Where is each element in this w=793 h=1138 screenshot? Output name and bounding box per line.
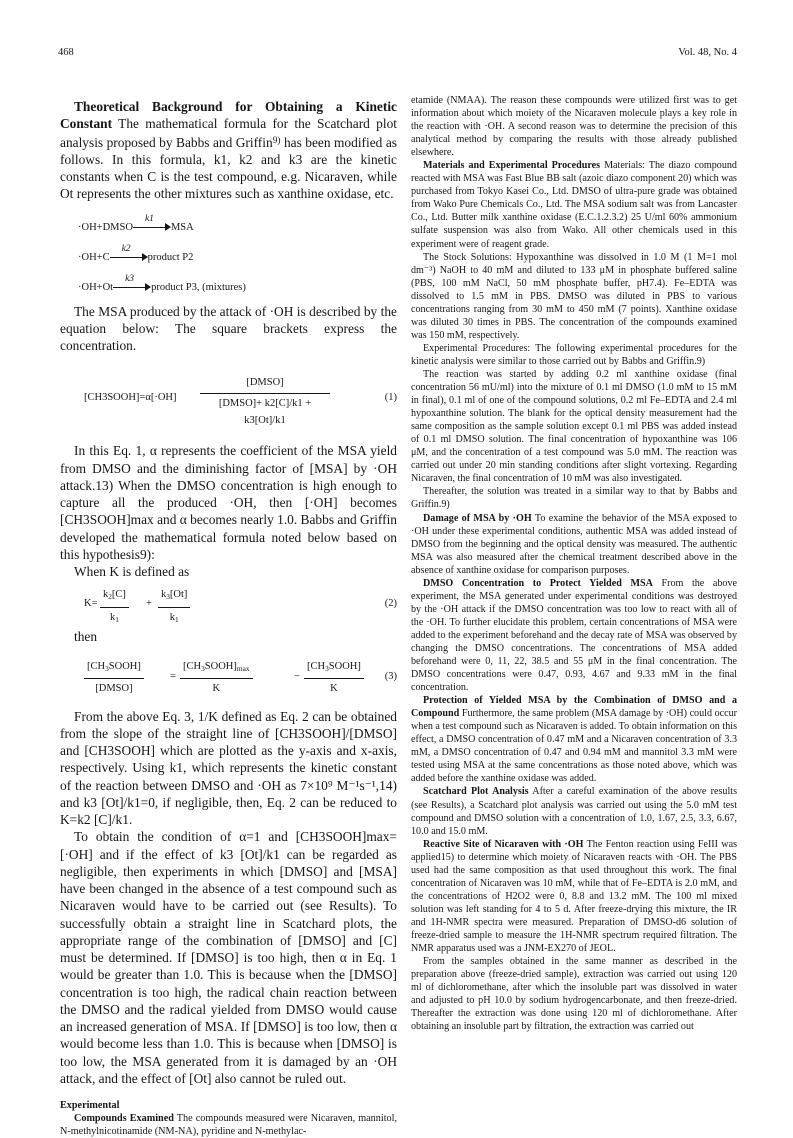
compounds-paragraph (60, 1112, 397, 1138)
experimental-heading: Experimental (60, 1100, 120, 1112)
reaction-3 (78, 274, 397, 299)
when-k-text: When K is defined as (74, 564, 190, 580)
equation-3-term-1: $[CH_3SOOH]_{max}$ K (180, 658, 253, 697)
reaction-3-reactants: ·OH+Ot (78, 281, 114, 293)
materials-paragraph (411, 159, 737, 250)
condition-paragraph: To obtain the condition of α=1 and [CH3SOOH]max=[·OH] and if the effect of k3 [Ot]/k1 can be regarded as negligible, then experiments in which [DMSO] and [MSA] have been changed in the absence of a test compound such as Nicaraven would have to be carried out (see Results). To successfully obtain a straight line in Scatchard plots, the appropriate range of the combination of [DMSO] and [C] must be determined. If [DMSO] is too high, then α in Eq. 1 would be greater than 1.0. This is because when the [DMSO] concentration is too high, the radical chain reaction between the DMSO and the radical yielded from DMSO would cause an increased generation of MSA. If [DMSO] is too low, then α would become less than 1.0. This is because when [DMSO] is too low, the MSA generated from it is damaged by an ·OH attack, and the effect of [Ot] also cannot be ruled out. (60, 829, 397, 1086)
equation-1 (60, 372, 397, 426)
dmso-text: From the above experiment, the MSA generated under experimental conditions was destroyed by the ·OH attack if the DMSO concentration was too low to react with all of the ·OH. To further elucidate this problem, certain concentrations of MSA were added to the experiment beforehand and the decay rate of MSA was observed by changing the DMSO concentrations. The concentrations of MSA added beforehand were 0, 11, 22, 38.5 and 55 μM in the final concentration. The DMSO concentrations were 0.47, 0.93, 4.67 and 9.33 mM in the final concentration. (411, 577, 737, 694)
then-text: then (74, 629, 98, 645)
procedures-paragraph: Experimental Procedures: The following experimental procedures for the kinetic analysis were similar to those carried out by Babbs and Griffin.9) (411, 342, 737, 367)
reaction-2 (78, 244, 397, 269)
equation-1-numerator: [DMSO] (200, 374, 330, 393)
dmso-paragraph (411, 577, 737, 694)
thereafter-paragraph: Thereafter, the solution was treated in a similar way to that by Babbs and Griffin.9) (411, 486, 737, 511)
stock-paragraph: The Stock Solutions: Hypoxanthine was dissolved in 1.0 M (1 M=1 mol dm⁻³) NaOH to 40 mM and diluted to 133 μM in phosphate buffered saline (PBS, 100 mM NaCl, 50 mM phosphate buffer, pH7.4). Fe–EDTA was dissolved to 1.5 mM in PBS. DMSO was diluted in PBS to various concentrations ranging from 30 mM to 450 mM (7 points). Xanthine oxidase was diluted 30 times in PBS. The concentration of the compounds examined was 150 mM, respectively. (411, 251, 737, 341)
rate-constant-k2: k2 (121, 244, 131, 255)
samples-paragraph: From the samples obtained in the same manner as described in the preparation above (freeze-dried sample), extraction was carried out using 120 ml of dichloromethane, after which the insoluble part was dissolved in water and adjusted to pH 10.0 by sodium hydrogencarbonate, and then freeze-dried. Thereafter the extraction was done using 120 ml of dichloromethane. After obtaining an insoluble part by filtration, the extraction was carried out (411, 956, 737, 1033)
equation-1-fraction (200, 374, 330, 429)
compounds-text: The compounds measured were Nicaraven, mannitol, N-methylnicotinamide (NM-NA), pyridine and N-methylac- (60, 1113, 397, 1138)
reaction-1 (78, 214, 397, 239)
arrow-icon (110, 244, 148, 262)
scatchard-paragraph (411, 785, 737, 837)
reaction-1-product: MSA (170, 221, 194, 233)
equation-1-denominator: [DMSO]+ k2[C]/k1 + k3[Ot]/k1 (218, 397, 312, 426)
msa-paragraph: The MSA produced by the attack of ·OH is described by the equation below: The square brackets express the concentration. (60, 303, 397, 354)
left-column (60, 98, 397, 1138)
damage-paragraph (411, 512, 737, 577)
compounds-title: Compounds Examined (74, 1113, 174, 1125)
equation-2: K= $\frac{k_2[C]}{k_1}$ + $\frac{k_3[Ot]}{k_1}$ (2) (60, 586, 397, 622)
rate-constant-k3: k3 (125, 274, 135, 285)
equation-3-lhs: $[CH_3SOOH]$ [DMSO] (84, 658, 144, 697)
equation-1-number: (1) (384, 392, 397, 404)
page-header (58, 47, 737, 65)
theory-text: The mathematical formula for the Scatchard plot analysis proposed by Babbs and Griffin (60, 116, 397, 150)
right-column (411, 94, 737, 1033)
equation-3: $[CH_3SOOH]$ [DMSO] = $[CH_3SOOH]_{max}$ K − $[CH_3SOOH]$ K (3) (60, 658, 397, 698)
damage-text: To examine the behavior of the MSA exposed to ·OH under these experimental conditions, authentic MSA was added instead of DMSO from the beginning and the optical density was measured. The authentic MSA was also measured after the chemical treatment described above in the absence of xanthine oxidase for comparison purposes. (411, 512, 737, 576)
protection-title: Protection of Yielded MSA by the Combination of DMSO and a Compound (411, 695, 737, 720)
ref-9: 9) (272, 135, 281, 146)
equation-2-term-2: $\frac{k_3[Ot]}{k_1}$ (158, 586, 190, 627)
equation-2-term-1: $\frac{k_2[C]}{k_1}$ (100, 586, 129, 627)
theory-text-cont: has been modified as follows. In this formula, k1, k2 and k3 are the kinetic constants when C is the test compound, e.g. Nicaraven, while Ot represents the other mixtures such as xanthine oxidase, etc. (60, 134, 397, 202)
protection-text: Furthermore, the same problem (MSA damage by ·OH) could occur when a test compound such as Nicaraven is added. To obtain information on this effect, a DMSO concentration of 0.47 mM and a Nicaraven concentration of 3.3 mM, a DMSO concentration of 0.47 and 0.94 mM and mannitol 3.3 mM were tested using MSA at the same concentrations as those noted above, which was added before the xanthine oxidase was added. (411, 708, 737, 785)
reactive-site-text: The Fenton reaction using FeIII was applied15) to determine which moiety of Nicaraven reacts with ·OH. The PBS used had the same composition as that used throughout this work. The final concentration of Nicaraven was 10 mM, while that of Fe–EDTA is 2.0 mM, and the concentrations of H2O2 were 0, 8.8 and 13.2 mM. The 100 ml mixed solution was left standing for 4 to 5 d. After freeze-drying this mixture, the IR and 1H-NMR spectra were measured. Preparation of DMSO-d6 solution of freeze-dried sample to measure the 1H-NMR spectrum required filtration. The NMR apparatus used was a JNM-EX270 of JEOL. (411, 838, 738, 955)
reactive-site-title: Reactive Site of Nicaraven with ·OH (423, 838, 584, 850)
reaction-paragraph: The reaction was started by adding 0.2 ml xanthine oxidase (final concentration 56 mU/ml) into the mixture of 0.1 ml DMSO (1.0 mM to 15 mM in final), 0.1 ml of one of the compound solutions, 0.2 ml Fe–EDTA and 2.4 ml hypoxanthine solution. The blank for the optical density measurement had the same composition as the sample solution except 0.1 ml PBS was added instead of 0.1 ml DMSO solution. The final concentration of hypoxanthine was 106 μM, and the concentration of a test compound was 5.0 mM. The reaction was carried out under 20 min standing conditions after slight vortexing. Regarding Nicaraven, the final concentration of 10 mM was also investigated. (411, 368, 737, 485)
dmso-title: DMSO Concentration to Protect Yielded MSA (423, 577, 653, 589)
eq1-paragraph: In this Eq. 1, α represents the coefficient of the MSA yield from DMSO and the diminishing factor of [MSA] by ·OH attack.13) When the DMSO concentration is high enough to capture all the produced ·OH, then [·OH] becomes [CH3SOOH]max and α becomes nearly 1.0. Babbs and Griffin developed the mathematical formula noted below based on this hypothesis9): (60, 443, 398, 562)
reaction-3-product: product P3, (mixtures) (151, 281, 246, 293)
scatchard-text: After a careful examination of the above results (see Results), a Scatchard plot analysis was carried out using the 5.0 mM test compound and DMSO solution with a concentration of 1.0, 1.67, 2.5, 3.3, 6.67, 10.0 and 15.0 mM. (411, 786, 738, 837)
theory-paragraph (60, 98, 397, 203)
page-number: 468 (58, 47, 74, 58)
section-title-theory: Theoretical Background for Obtaining a Kinetic Constant (60, 99, 397, 132)
damage-title: Damage of MSA by ·OH (423, 512, 532, 524)
protection-paragraph (411, 694, 737, 785)
equation-3-number: (3) (384, 670, 397, 682)
equation-3-term-2: $[CH_3SOOH]$ K (304, 658, 364, 697)
materials-title: Materials and Experimental Procedures (423, 160, 601, 172)
reactive-site-paragraph (411, 838, 737, 955)
eq3-paragraph: From the above Eq. 3, 1/K defined as Eq. 2 can be obtained from the slope of the straight line of [CH3SOOH]/[DMSO] and [CH3SOOH] which are plotted as the y-axis and x-axis, respectively. Using k1, which represents the kinetic constant of the reaction between DMSO and ·OH as 7×10⁹ M⁻¹s⁻¹,14) and k3 [Ot]/k1=0, if negligible, then, Eq. 2 can be reduced to K=k2 [C]/k1. (60, 708, 397, 828)
rate-constant-k1: k1 (144, 214, 154, 225)
equation-1-lhs: [CH3SOOH]=α[·OH] (84, 392, 177, 404)
reaction-2-reactants: ·OH+C (78, 251, 110, 263)
equation-2-lhs: K= (84, 598, 98, 610)
scatchard-title: Scatchard Plot Analysis (423, 786, 529, 798)
materials-text: Materials: The diazo compound reacted with MSA was Fast Blue BB salt (azoic diazo component 20) which was purchased from Tokyo Kasei Co., Ltd. DMSO of ultra-pure grade was obtained from Wako Pure Chemicals Co., Ltd. The MSA sodium salt was from Lancaster Co., Ltd. Butter milk xanthine oxidase (E.C.1.2.3.2) 25 U/ml 60% ammonium sulfate suspension was also from Wako. All other chemicals used in this experiment were of reagent grade. (411, 160, 737, 250)
arrow-icon (113, 274, 151, 292)
reaction-2-product: product P2 (147, 251, 194, 263)
volume-label: Vol. 48, No. 4 (678, 47, 737, 58)
equation-2-number: (2) (384, 598, 397, 610)
reaction-1-reactants: ·OH+DMSO (78, 221, 133, 233)
continuation-paragraph: etamide (NMAA). The reason these compounds were utilized first was to get information about which moiety of the Nicaraven molecule plays a key role in the reaction with ·OH. A second reason was to determine the precision of this analytical method by comparing the results with those already published elsewhere. (411, 95, 737, 159)
arrow-icon (133, 214, 171, 232)
